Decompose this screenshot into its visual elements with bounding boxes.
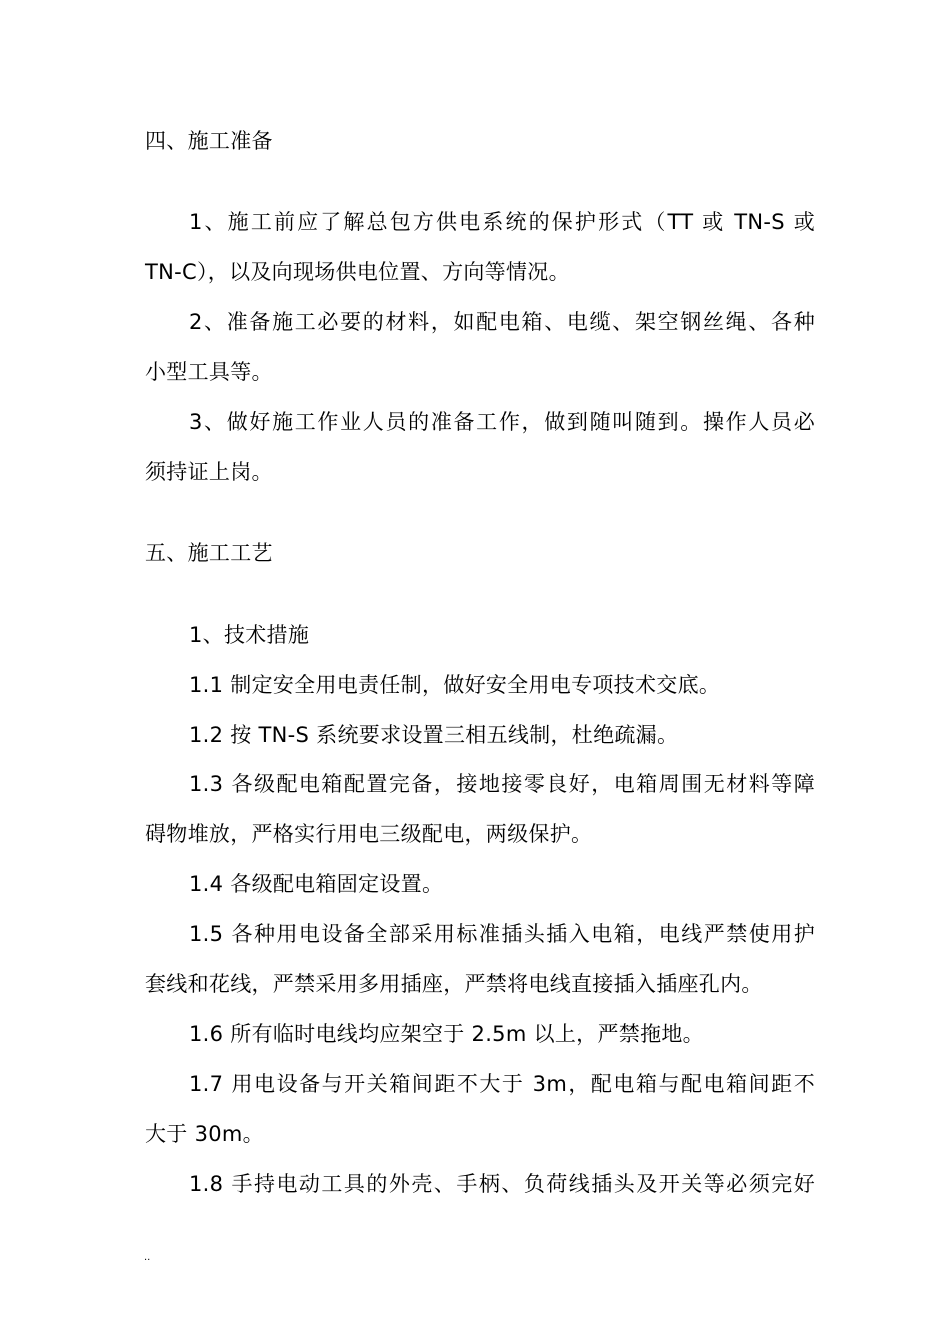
clause-1-8-line-1: 1.8 手持电动工具的外壳、手柄、负荷线插头及开关等必须完好 bbox=[189, 1172, 815, 1196]
clause-1-4: 1.4 各级配电箱固定设置。 bbox=[189, 872, 444, 896]
section-heading-process: 五、施工工艺 bbox=[145, 541, 273, 565]
paragraph-1-line-2: TN-C），以及向现场供电位置、方向等情况。 bbox=[145, 260, 570, 284]
clause-1-5-line-1: 1.5 各种用电设备全部采用标准插头插入电箱，电线严禁使用护 bbox=[189, 922, 815, 946]
clause-1-6: 1.6 所有临时电线均应架空于 2.5m 以上，严禁拖地。 bbox=[189, 1022, 704, 1046]
clause-1-3-line-1: 1.3 各级配电箱配置完备，接地接零良好，电箱周围无材料等障 bbox=[189, 772, 815, 796]
clause-1-7-line-1: 1.7 用电设备与开关箱间距不大于 3m，配电箱与配电箱间距不 bbox=[189, 1072, 815, 1096]
paragraph-3-line-1: 3、做好施工作业人员的准备工作，做到随叫随到。操作人员必 bbox=[189, 410, 815, 434]
paragraph-3-line-2: 须持证上岗。 bbox=[145, 460, 273, 484]
paragraph-2-line-2: 小型工具等。 bbox=[145, 360, 273, 384]
clause-1-2: 1.2 按 TN-S 系统要求设置三相五线制，杜绝疏漏。 bbox=[189, 723, 679, 747]
paragraph-2-line-1: 2、准备施工必要的材料，如配电箱、电缆、架空钢丝绳、各种 bbox=[189, 310, 815, 334]
clause-1-5-line-2: 套线和花线，严禁采用多用插座，严禁将电线直接插入插座孔内。 bbox=[145, 972, 763, 996]
clause-1-1: 1.1 制定安全用电责任制，做好安全用电专项技术交底。 bbox=[189, 673, 721, 697]
paragraph-1-line-1: 1、施工前应了解总包方供电系统的保护形式（TT 或 TN-S 或 bbox=[189, 210, 815, 234]
footer-mark: .. bbox=[144, 1252, 151, 1263]
clause-1-3-line-2: 碍物堆放，严格实行用电三级配电，两级保护。 bbox=[145, 822, 593, 846]
subheading-technical-measures: 1、技术措施 bbox=[189, 623, 310, 647]
section-heading-preparation: 四、施工准备 bbox=[145, 129, 273, 153]
clause-1-7-line-2: 大于 30m。 bbox=[145, 1122, 264, 1146]
